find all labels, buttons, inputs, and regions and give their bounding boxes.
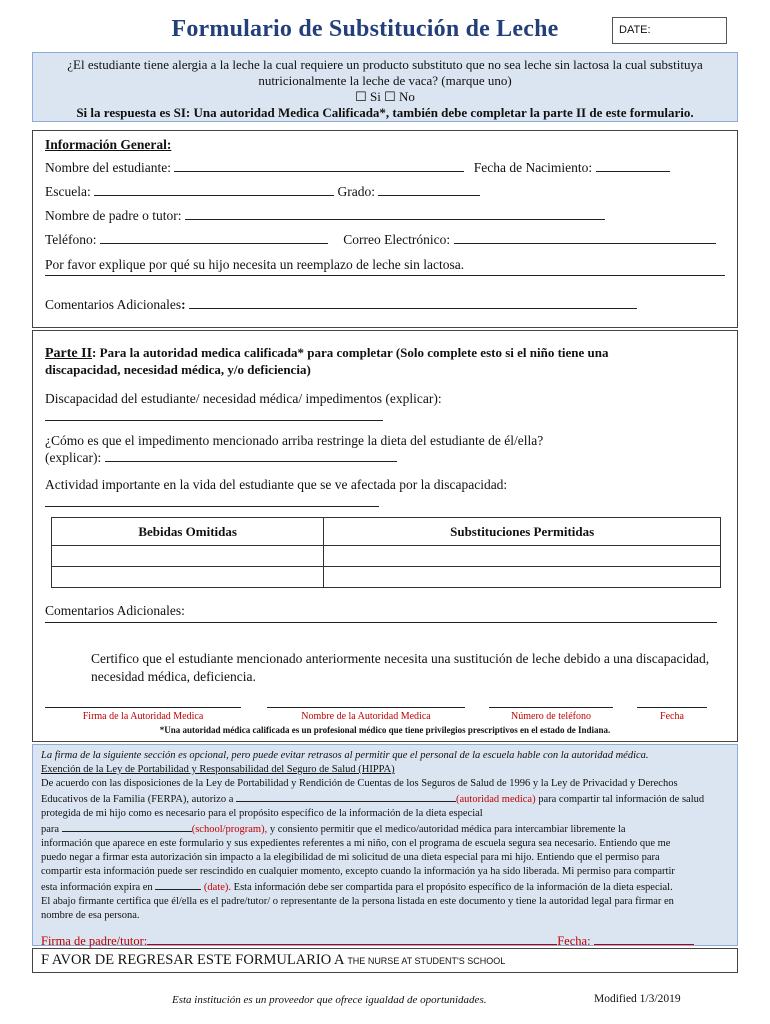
parent-signature-label: Firma de padre/tutor: bbox=[41, 934, 148, 948]
phone-number-line[interactable]: Número de teléfono bbox=[489, 707, 613, 722]
hippa-p8-text-end: Esta información debe ser compartida para el propósito específico de la información de la dieta especial. bbox=[233, 882, 673, 893]
part2-heading-text: : Para la autoridad medica calificada* para completar (Solo complete esto si el niño tiene una bbox=[92, 345, 609, 360]
question-line-1: ¿El estudiante tiene alergia a la leche la cual requiere un producto substituto que no sea leche sin lactosa la cual substituya bbox=[67, 57, 703, 72]
certify-line-1: Certifico que el estudiante mencionado anteriormente necesita una sustitución de leche debido a una discapacidad, bbox=[91, 651, 710, 666]
parent-signature-row bbox=[41, 933, 729, 948]
yes-label: Si bbox=[370, 89, 381, 104]
hippa-p8 bbox=[41, 879, 729, 895]
medical-authority-hint: (autoridad medica) bbox=[456, 794, 536, 805]
comments-row: Comentarios Adicionales: bbox=[45, 297, 637, 313]
medical-name-line[interactable]: Nombre de la Autoridad Medica bbox=[267, 707, 465, 722]
date-field[interactable]: DATE: bbox=[612, 17, 727, 44]
table-cell[interactable] bbox=[52, 567, 324, 588]
hippa-p1: De acuerdo con las disposiciones de la Ley de Portabilidad y Rendición de Cuentas de los Seguros de Salud de 1996 y la Ley de Privacidad y Derechos bbox=[41, 778, 678, 789]
general-info-section bbox=[32, 130, 738, 328]
parent-row bbox=[45, 208, 605, 224]
activity-input[interactable] bbox=[45, 495, 379, 507]
school-program-hint: (school/program), bbox=[191, 824, 268, 835]
no-label: No bbox=[399, 89, 415, 104]
checkbox-yes[interactable]: ☐ bbox=[355, 89, 367, 104]
grade-label: Grado: bbox=[337, 184, 375, 199]
return-destination: THE NURSE AT STUDENT'S SCHOOL bbox=[347, 956, 506, 966]
school-label: Escuela: bbox=[45, 184, 91, 199]
restriction-label: (explicar): bbox=[45, 450, 102, 465]
table-header-row bbox=[52, 518, 721, 546]
return-form-box bbox=[32, 948, 738, 973]
restriction-input[interactable] bbox=[105, 450, 397, 462]
modified-date: Modified 1/3/2019 bbox=[594, 993, 681, 1005]
hippa-p4 bbox=[41, 821, 729, 837]
explain-input[interactable] bbox=[45, 275, 725, 276]
hippa-heading: Exención de la Ley de Portabilidad y Responsabilidad del Seguro de Salud (HIPPA) bbox=[41, 764, 395, 775]
hippa-p4-text: para bbox=[41, 824, 60, 835]
question-line-3: Si la respuesta es SI: Una autoridad Medica Calificada*, también debe completar la parte II de este formulario. bbox=[76, 105, 694, 120]
hippa-p2 bbox=[41, 791, 729, 807]
birthdate-input[interactable] bbox=[596, 160, 670, 172]
hippa-section bbox=[32, 744, 738, 946]
hippa-p2-text-end: para compartir tal información de salud bbox=[538, 794, 705, 805]
disability-input[interactable] bbox=[45, 409, 383, 421]
checkbox-no[interactable]: ☐ bbox=[384, 89, 396, 104]
birthdate-label: Fecha de Nacimiento: bbox=[473, 160, 593, 175]
expiry-date-hint: (date). bbox=[203, 882, 232, 893]
page-title: Formulario de Substitución de Leche bbox=[171, 16, 559, 42]
part2-heading-line2: discapacidad, necesidad médica, y/o deficiencia) bbox=[45, 362, 311, 377]
comments-input[interactable] bbox=[189, 297, 637, 309]
comments-label: Comentarios Adicionales bbox=[45, 297, 182, 312]
medical-signature-line[interactable]: Firma de la Autoridad Medica bbox=[45, 707, 241, 722]
hippa-p7: compartir esta información puede ser rescindido en cualquier momento, excepto cuando la información ya ha sido liberada. Mi permiso para compartir bbox=[41, 866, 675, 877]
equal-opportunity-footer: Esta institución es un proveedor que ofrece igualdad de oportunidades. bbox=[172, 994, 487, 1006]
hippa-p2-text: Educativos de la Familia (FERPA), autorizo a bbox=[41, 794, 234, 805]
question-line-2: nutricionalmente la leche de vaca? (marque uno) bbox=[258, 73, 512, 88]
email-label: Correo Electrónico: bbox=[343, 232, 451, 247]
table-cell[interactable] bbox=[324, 567, 721, 588]
part2-section bbox=[32, 330, 738, 742]
school-program-input[interactable] bbox=[62, 821, 192, 832]
table-row bbox=[52, 546, 721, 567]
hippa-p3: protegida de mi hijo como es necesario para el propósito específico de la información de la dieta especial bbox=[41, 808, 483, 819]
phone-input[interactable] bbox=[100, 232, 328, 244]
student-name-input[interactable] bbox=[174, 160, 464, 172]
beverage-table bbox=[51, 517, 721, 588]
disability-label: Discapacidad del estudiante/ necesidad médica/ impedimentos (explicar): bbox=[45, 391, 442, 406]
parent-label: Nombre de padre o tutor: bbox=[45, 208, 182, 223]
hippa-p4-text-end: y consiento permitir que el medico/autoridad médica para intercambiar libremente la bbox=[269, 824, 626, 835]
certify-line-2: necesidad médica, deficiencia. bbox=[91, 669, 256, 684]
school-row bbox=[45, 184, 480, 200]
col-substitutions: Substituciones Permitidas bbox=[324, 518, 721, 546]
restriction-row bbox=[45, 450, 397, 466]
email-input[interactable] bbox=[454, 232, 716, 244]
table-cell[interactable] bbox=[52, 546, 324, 567]
optional-intro: La firma de la siguiente sección es opcional, pero puede evitar retrasos al permitir que el personal de la escuela hable con la autoridad médica. bbox=[41, 750, 649, 761]
explain-label: Por favor explique por qué su hijo necesita un reemplazo de leche sin lactosa. bbox=[45, 257, 465, 272]
part2-heading bbox=[45, 345, 609, 362]
hippa-p9: El abajo firmante certifica que él/ella es el padre/tutor/ o representante de la persona listada en este documento y tiene la autoridad legal para firmar en bbox=[41, 896, 674, 907]
school-input[interactable] bbox=[94, 184, 334, 196]
table-cell[interactable] bbox=[324, 546, 721, 567]
phone-label: Teléfono: bbox=[45, 232, 97, 247]
restriction-question: ¿Cómo es que el impedimento mencionado arriba restringe la dieta del estudiante de él/ella? bbox=[45, 433, 544, 448]
part2-comments-label: Comentarios Adicionales: bbox=[45, 603, 185, 618]
hippa-p6: puedo negar a firmar esta autorización sin impacto a la elegibilidad de mi solicitud de una dieta especial para mi hijo. Entiendo que el permiso para bbox=[41, 852, 660, 863]
parent-date-label: Fecha: bbox=[557, 934, 591, 948]
allergy-question-box bbox=[32, 52, 738, 122]
activity-label: Actividad importante en la vida del estudiante que se ve afectada por la discapacidad: bbox=[45, 477, 508, 492]
hippa-p10: nombre de esa persona. bbox=[41, 910, 140, 921]
student-name-label: Nombre del estudiante: bbox=[45, 160, 171, 175]
yes-no-options bbox=[33, 89, 737, 105]
hippa-p8-text: esta información expira en bbox=[41, 882, 153, 893]
general-heading: Información General: bbox=[45, 137, 172, 152]
return-text: F AVOR DE REGRESAR ESTE FORMULARIO A bbox=[41, 952, 344, 968]
parent-input[interactable] bbox=[185, 208, 605, 220]
part2-comments-input[interactable] bbox=[45, 622, 717, 623]
medical-authority-note: *Una autoridad médica calificada es un profesional médico que tiene privilegios prescriptivos en el estado de Indiana. bbox=[159, 725, 611, 735]
medical-authority-input[interactable] bbox=[236, 791, 456, 802]
grade-input[interactable] bbox=[378, 184, 480, 196]
col-omitted: Bebidas Omitidas bbox=[52, 518, 324, 546]
phone-email-row bbox=[45, 232, 716, 248]
parent-date-input[interactable] bbox=[594, 933, 694, 945]
date-line[interactable]: Fecha bbox=[637, 707, 707, 722]
expiry-date-input[interactable] bbox=[155, 879, 201, 890]
table-row bbox=[52, 567, 721, 588]
student-name-row bbox=[45, 160, 670, 176]
part2-heading-title: Parte II bbox=[45, 346, 93, 361]
parent-signature-input[interactable] bbox=[147, 933, 557, 945]
hippa-p5: información que aparece en este formulario y sus expedientes referentes a mi niño, con el programa de escuela segura sea necesario. Entiendo que me bbox=[41, 838, 671, 849]
